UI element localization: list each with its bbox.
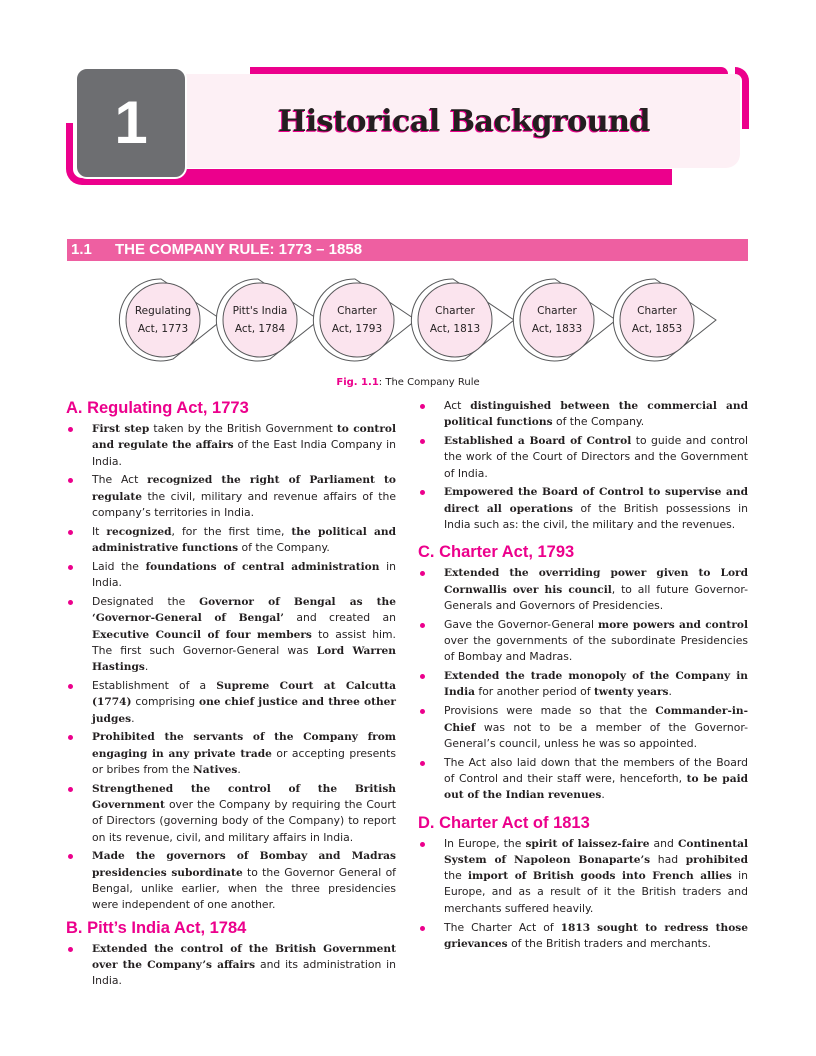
flow-node-title: Regulating [134, 305, 192, 317]
chapter-title: Historical Background [278, 104, 650, 139]
subsection-heading-c: C. Charter Act, 1793 [418, 543, 575, 562]
bullet-item: Designated the Governor of Bengal as the ‘Governor-General of Bengal’ and created an Executive Council of four members to assist him. The first such Governor-General was Lord Warren Hastings. [66, 594, 396, 675]
emphasis-text: spirit of laissez-faire [525, 837, 650, 850]
emphasis-text: Strengthened the control of the British Government [92, 782, 396, 812]
bullet-item: Act distinguished between the commercial and political functions of the Company. [418, 398, 748, 431]
header-right-accent-bar [735, 67, 749, 129]
bullet-dot-icon [420, 674, 425, 679]
bullet-dot-icon [420, 571, 425, 576]
bullet-dot-icon [420, 709, 425, 714]
flow-node-label [220, 302, 300, 338]
bullet-item: Gave the Governor-General more powers and control over the governments of the subordinate Presidencies of Bombay and Madras. [418, 617, 748, 666]
bullet-dot-icon [68, 478, 73, 483]
flow-node-label [517, 302, 597, 338]
bullet-dot-icon [68, 600, 73, 605]
flow-node-label [415, 302, 495, 338]
pitts-india-act-bullet-list-part1 [66, 941, 396, 990]
subsection-heading-a: A. Regulating Act, 1773 [66, 399, 249, 417]
emphasis-text: twenty years [594, 686, 669, 699]
charter-act-1793-bullet-list [418, 565, 748, 803]
flow-node-year: Act, 1833 [531, 323, 583, 335]
bullet-item: Establishment of a Supreme Court at Calcutta (1774) comprising one chief justice and three other judges. [66, 678, 396, 727]
emphasis-text: to be paid out of the Indian revenues [444, 772, 749, 802]
bullet-item: Prohibited the servants of the Company from engaging in any private trade or accepting presents or bribes from the Natives. [66, 729, 396, 778]
figure-caption [0, 377, 816, 388]
subsection-heading-b: B. Pitt’s India Act, 1784 [66, 918, 247, 937]
emphasis-text: Established a Board of Control [444, 435, 632, 448]
emphasis-text: prohibited [685, 853, 748, 866]
flow-node-label [123, 302, 203, 338]
emphasis-text: the political and administrative functions [92, 525, 396, 555]
emphasis-text: Governor of Bengal as the ‘Governor-General of Bengal’ [92, 595, 396, 625]
section-title: THE COMPANY RULE: 1773 – 1858 [115, 241, 363, 258]
flow-node-year: Act, 1853 [631, 323, 683, 335]
bullet-item: Extended the control of the British Government over the Company’s affairs and its administration in India. [66, 941, 396, 990]
bullet-item: Extended the trade monopoly of the Company in India for another period of twenty years. [418, 668, 748, 701]
emphasis-text: to control and regulate the affairs [92, 423, 396, 452]
bullet-dot-icon [420, 842, 425, 847]
emphasis-text: Commander-in-Chief [444, 705, 748, 734]
bullet-dot-icon [420, 623, 425, 628]
bullet-item: The Act recognized the right of Parliament to regulate the civil, military and revenue affairs of the company’s territories in India. [66, 472, 396, 521]
emphasis-text: sought to redress those grievances [444, 921, 748, 950]
emphasis-text: Empowered the Board of Control to supervise and direct all operations [444, 486, 748, 515]
bullet-dot-icon [68, 427, 73, 432]
section-number: 1.1 [71, 241, 92, 258]
flow-node-title: Charter [435, 305, 475, 317]
emphasis-text: Continental System of Napoleon Bonaparte’s [444, 837, 749, 866]
bullet-item: Laid the foundations of central administration in India. [66, 559, 396, 592]
bullet-item: Made the governors of Bombay and Madras presidencies subordinate to the Governor General of Bengal, unlike earlier, when the three presidencies were independent of one another. [66, 848, 396, 913]
emphasis-text: Prohibited the servants of the Company from engaging in any private trade [92, 731, 396, 760]
bullet-item: Empowered the Board of Control to supervise and direct all operations of the British possessions in India such as: the civil, the military and the revenues. [418, 484, 748, 533]
bullet-dot-icon [68, 530, 73, 535]
emphasis-text: distinguished between the commercial and political functions [444, 400, 748, 429]
bullet-dot-icon [68, 947, 73, 952]
bullet-item: Established a Board of Control to guide and control the work of the Court of Directors and the Government of India. [418, 433, 748, 482]
figure-caption-label: Fig. 1.1 [336, 377, 379, 388]
emphasis-text: Executive Council of four members [92, 628, 312, 641]
emphasis-text: recognized the right of Parliament to regulate [92, 474, 397, 503]
charter-act-1813-bullet-list [418, 836, 748, 953]
emphasis-text: more powers and control [598, 618, 748, 631]
chapter-header [0, 0, 816, 200]
bullet-dot-icon [420, 926, 425, 931]
bullet-dot-icon [420, 439, 425, 444]
bullet-dot-icon [68, 684, 73, 689]
bullet-dot-icon [68, 854, 73, 859]
right-column [418, 398, 748, 956]
figure-caption-text: : The Company Rule [378, 377, 480, 388]
bullet-item: In Europe, the spirit of laissez-faire and Continental System of Napoleon Bonaparte’s had prohibited the import of British goods into French allies in Europe, and as a result of it the British traders and merchants suffered heavily. [418, 836, 748, 917]
bullet-item: Extended the overriding power given to Lord Cornwallis over his council, to all future Governor-Generals and Governors of Presidencies. [418, 565, 748, 614]
emphasis-text: Made the governors of Bombay and Madras presidencies subordinate [92, 850, 396, 879]
emphasis-text: Lord Warren Hastings [92, 644, 396, 674]
bullet-item: First step taken by the British Government to control and regulate the affairs of the East India Company in India. [66, 421, 396, 470]
bullet-item: Strengthened the control of the British Government over the Company by requiring the Court of Directors (governing body of the Company) to report on its revenue, civil, and military affairs in India. [66, 781, 396, 846]
bullet-item: The Charter Act of 1813 sought to redress those grievances of the British traders and merchants. [418, 920, 748, 953]
flow-node-title: Pitt's India [232, 305, 288, 317]
flow-node-year: Act, 1784 [234, 323, 286, 335]
emphasis-text: recognized [106, 525, 172, 538]
emphasis-text: Extended the trade monopoly of the Company in India [444, 670, 748, 699]
left-column [66, 398, 396, 994]
bullet-dot-icon [68, 787, 73, 792]
regulating-act-bullet-list [66, 421, 396, 914]
emphasis-text: Natives [193, 763, 238, 776]
bullet-item: It recognized, for the first time, the political and administrative functions of the Company. [66, 524, 396, 557]
flow-node-year: Act, 1773 [137, 323, 189, 335]
bullet-dot-icon [68, 565, 73, 570]
bullet-dot-icon [420, 761, 425, 766]
bullet-dot-icon [420, 404, 425, 409]
flow-node-year: Act, 1813 [429, 323, 481, 335]
flow-node-title: Charter [537, 305, 577, 317]
bullet-dot-icon [68, 735, 73, 740]
emphasis-text: Extended the overriding power given to Lord Cornwallis over his council [444, 567, 748, 596]
bullet-item: Provisions were made so that the Commander-in-Chief was not to be a member of the Governor-General’s council, unless he was so appointed. [418, 703, 748, 752]
chapter-number: 1 [114, 89, 148, 156]
header-top-accent-bar [250, 67, 728, 74]
flow-node-title: Charter [337, 305, 377, 317]
emphasis-text: Extended the control of the British Government over the Company’s affairs [92, 942, 396, 971]
flow-node-year: Act, 1793 [331, 323, 383, 335]
pitts-india-act-bullet-list-part2 [418, 398, 748, 533]
emphasis-text: one chief justice and three other judges [92, 696, 396, 725]
company-rule-flow-figure [0, 270, 816, 370]
bullet-item: The Act also laid down that the members of the Board of Control and their staff were, henceforth, to be paid out of the Indian revenues. [418, 755, 748, 804]
flow-node-title: Charter [637, 305, 677, 317]
chapter-number-box [75, 67, 187, 179]
flow-node-label [317, 302, 397, 338]
section-heading-band [67, 239, 748, 261]
emphasis-text: foundations of central administration [145, 560, 380, 573]
subsection-heading-d: D. Charter Act of 1813 [418, 813, 590, 832]
emphasis-text: 1813 [560, 921, 591, 934]
emphasis-text: import of British goods into French allies [468, 870, 732, 883]
emphasis-text: Supreme Court at Calcutta (1774) [92, 679, 396, 709]
emphasis-text: First step [92, 423, 150, 435]
flow-node-label [617, 302, 697, 338]
bullet-dot-icon [420, 490, 425, 495]
